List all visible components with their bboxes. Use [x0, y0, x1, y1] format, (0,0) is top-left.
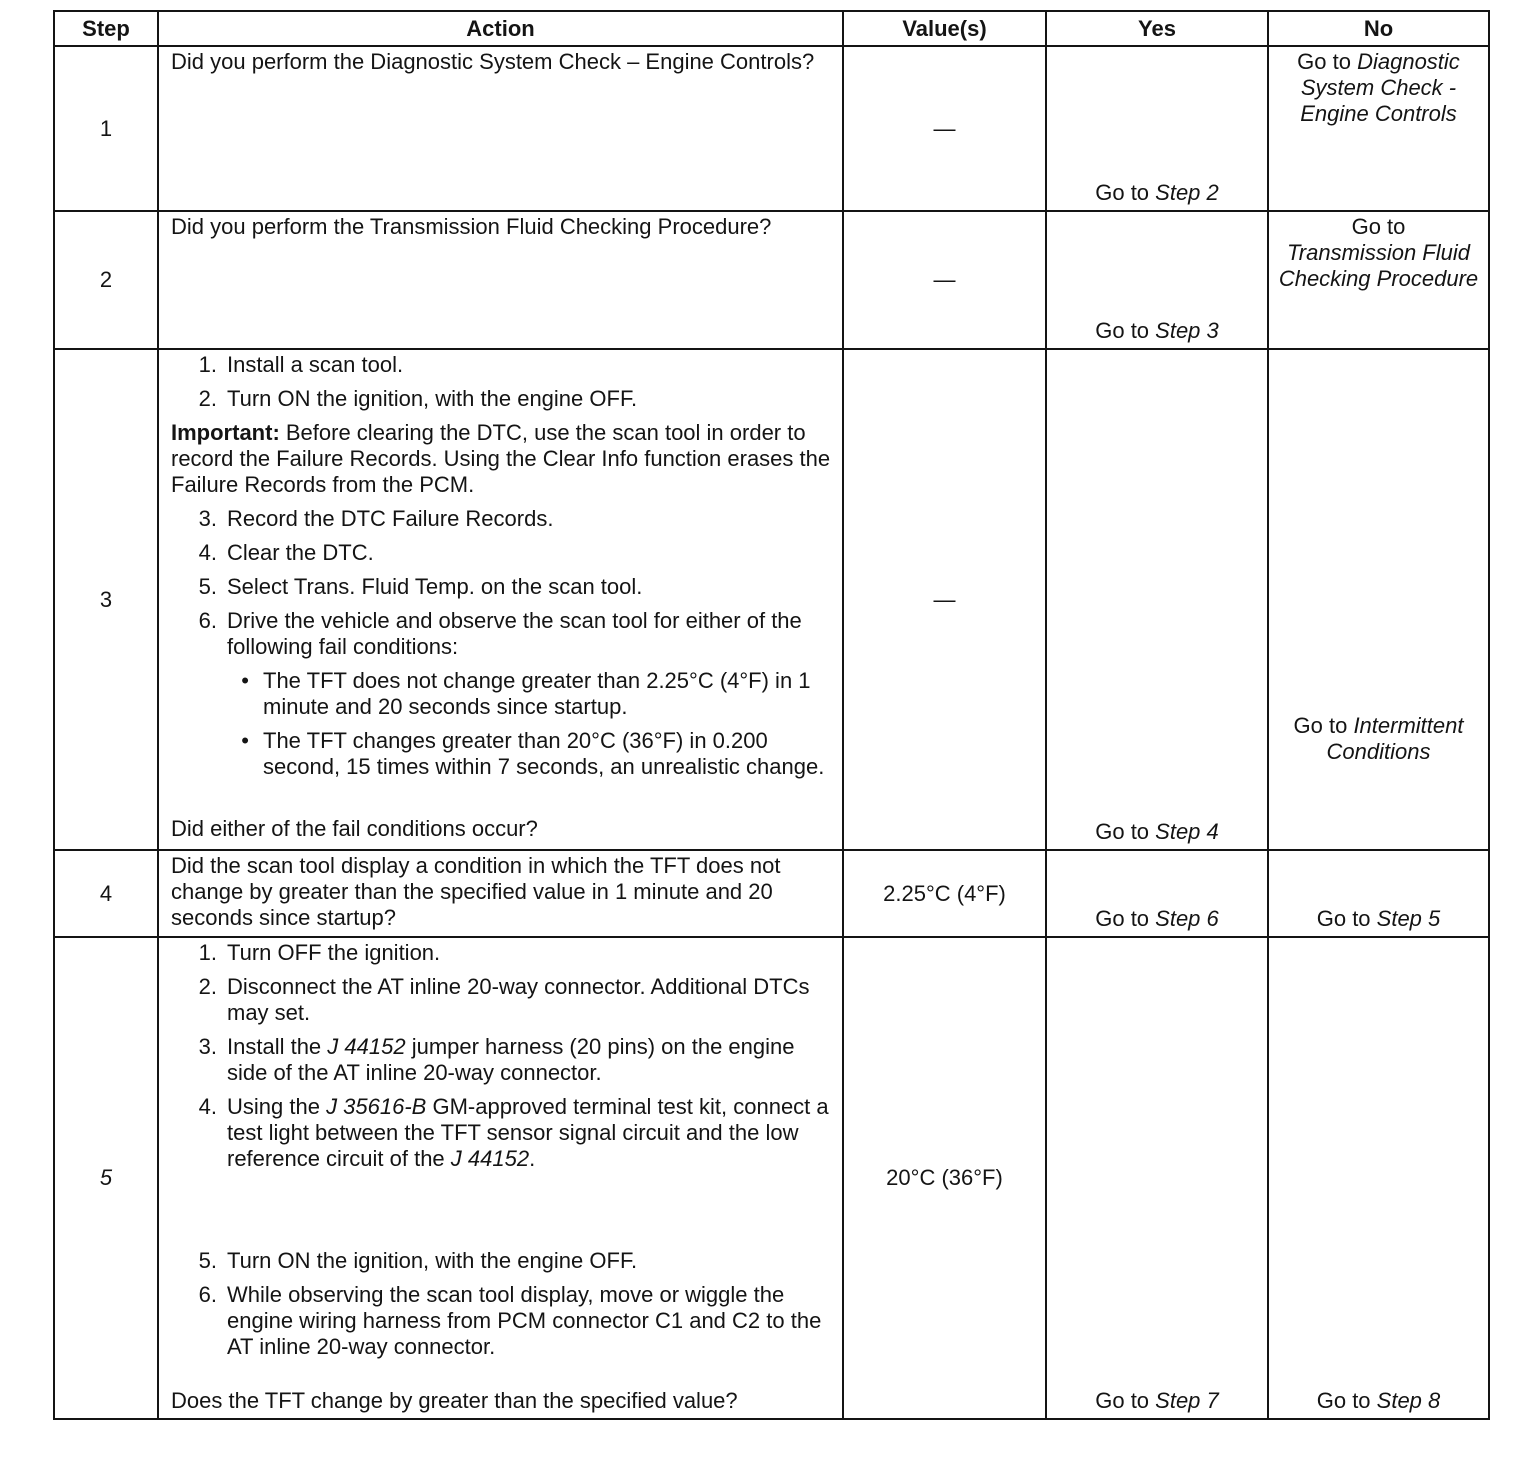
action-text: Did the scan tool display a condition in which the TFT does not change by greater than the specified value in 1 minute and 20 seconds since startup?: [171, 853, 781, 930]
value-cell: 20°C (36°F): [843, 937, 1046, 1419]
no-link[interactable]: Step 8: [1376, 1388, 1441, 1413]
bullet-dot: •: [241, 728, 249, 753]
important-text: Before clearing the DTC, use the scan tool in order to record the Failure Records. Using the Clear Info function erases the Failure Records from the PCM.: [171, 420, 831, 497]
list-text: Disconnect the AT inline 20-way connector. Additional DTCs may set.: [227, 974, 810, 1025]
list-item: [171, 1094, 834, 1172]
list-item: [171, 1034, 834, 1086]
yes-cell: [1046, 211, 1268, 349]
action-text: Did you perform the Transmission Fluid Checking Procedure?: [171, 214, 772, 239]
text-part: Using the: [227, 1094, 327, 1119]
yes-link[interactable]: Step 7: [1155, 1388, 1219, 1413]
list-number: 2.: [198, 974, 217, 999]
procedure-list: [171, 940, 834, 1360]
no-cell: [1268, 211, 1489, 349]
table-row: [54, 349, 1489, 850]
action-cell: [158, 349, 843, 850]
tool-number: J 44152: [327, 1034, 406, 1059]
list-text: Drive the vehicle and observe the scan tool for either of the following fail conditions:: [227, 608, 802, 659]
no-link[interactable]: Diagnostic System Check - Engine Controls: [1300, 49, 1460, 126]
list-item: [171, 608, 834, 780]
action-cell: [158, 850, 843, 937]
header-values: Value(s): [843, 11, 1046, 46]
table-row: [54, 850, 1489, 937]
yes-link[interactable]: Step 4: [1155, 819, 1219, 844]
header-row: [54, 11, 1489, 46]
list-item: [171, 386, 834, 412]
list-number: 6.: [198, 608, 217, 633]
bullet-list: [171, 668, 834, 780]
list-text: [227, 1034, 834, 1086]
list-number: 1.: [198, 940, 217, 965]
spacer: [171, 1180, 834, 1240]
list-number: 3.: [198, 506, 217, 531]
yes-prefix: Go to: [1095, 318, 1156, 343]
header-action: Action: [158, 11, 843, 46]
no-cell: [1268, 850, 1489, 937]
text-part: jumper harness (20 pins) on the engine side of the AT inline 20-way connector.: [227, 1034, 795, 1085]
no-link[interactable]: Transmission Fluid Checking Procedure: [1278, 240, 1479, 291]
important-label: Important:: [171, 420, 280, 445]
yes-link[interactable]: Step 3: [1155, 318, 1219, 343]
list-item: [171, 974, 834, 1026]
list-text: [227, 1094, 834, 1172]
list-item: [171, 940, 834, 966]
no-prefix: Go to: [1316, 1388, 1377, 1413]
text-part: GM-approved terminal test kit, connect a test light between the TFT sensor signal circuit and the low reference circuit of the: [227, 1094, 829, 1171]
no-prefix: Go to: [1293, 713, 1354, 738]
yes-prefix: Go to: [1095, 906, 1156, 931]
no-cell: [1268, 937, 1489, 1419]
yes-prefix: Go to: [1095, 180, 1156, 205]
no-cell: [1268, 46, 1489, 211]
list-text: While observing the scan tool display, move or wiggle the engine wiring harness from PCM connector C1 and C2 to the AT inline 20-way connector.: [227, 1282, 822, 1359]
step-number: 2: [54, 211, 158, 349]
bullet-item: [171, 668, 834, 720]
bullet-text: The TFT changes greater than 20°C (36°F) in 0.200 second, 15 times within 7 seconds, an unrealistic change.: [263, 728, 825, 779]
yes-link[interactable]: Step 2: [1155, 180, 1219, 205]
bullet-item: [171, 728, 834, 780]
no-prefix: Go to: [1316, 906, 1377, 931]
yes-cell: [1046, 349, 1268, 850]
list-number: 5.: [198, 574, 217, 599]
list-number: 1.: [198, 352, 217, 377]
bullet-dot: •: [241, 668, 249, 693]
header-yes: Yes: [1046, 11, 1268, 46]
procedure-list: [171, 352, 834, 412]
list-text: Clear the DTC.: [227, 540, 374, 565]
procedure-list: [171, 506, 834, 780]
tool-number: J 35616-B: [326, 1094, 427, 1119]
list-text: Record the DTC Failure Records.: [227, 506, 554, 531]
list-text: Turn OFF the ignition.: [227, 940, 441, 965]
action-cell: [158, 46, 843, 211]
yes-cell: [1046, 937, 1268, 1419]
yes-prefix: Go to: [1095, 1388, 1156, 1413]
list-number: 5.: [198, 1248, 217, 1273]
list-number: 4.: [198, 1094, 217, 1119]
bullet-text: The TFT does not change greater than 2.25°C (4°F) in 1 minute and 20 seconds since startup.: [263, 668, 811, 719]
value-cell: —: [843, 46, 1046, 211]
list-item: [171, 352, 834, 378]
list-text: Turn ON the ignition, with the engine OFF.: [227, 386, 638, 411]
yes-cell: [1046, 46, 1268, 211]
list-number: 3.: [198, 1034, 217, 1059]
header-no: No: [1268, 11, 1489, 46]
text-part: .: [529, 1146, 536, 1171]
action-question: Did either of the fail conditions occur?: [171, 816, 538, 841]
important-note: [171, 420, 834, 498]
list-number: 6.: [198, 1282, 217, 1307]
tool-number: J 44152: [450, 1146, 530, 1171]
action-question: Does the TFT change by greater than the specified value?: [171, 1388, 738, 1413]
list-number: 4.: [198, 540, 217, 565]
step-number: 5: [54, 937, 158, 1419]
list-item: [171, 1248, 834, 1274]
table-row: [54, 937, 1489, 1419]
step-number: 3: [54, 349, 158, 850]
header-step: Step: [54, 11, 158, 46]
text-part: Install the: [227, 1034, 328, 1059]
list-item: [171, 506, 834, 532]
list-item: [171, 1282, 834, 1360]
value-cell: 2.25°C (4°F): [843, 850, 1046, 937]
yes-cell: [1046, 850, 1268, 937]
no-prefix: Go to: [1351, 214, 1406, 239]
diagnostic-table: [53, 10, 1490, 1420]
table-row: [54, 46, 1489, 211]
list-text: Turn ON the ignition, with the engine OFF.: [227, 1248, 638, 1273]
list-item: [171, 574, 834, 600]
step-number: 4: [54, 850, 158, 937]
action-text: Did you perform the Diagnostic System Check – Engine Controls?: [171, 49, 815, 74]
value-cell: —: [843, 349, 1046, 850]
table-row: [54, 211, 1489, 349]
list-text: Select Trans. Fluid Temp. on the scan tool.: [227, 574, 643, 599]
yes-link[interactable]: Step 6: [1155, 906, 1219, 931]
list-text: Install a scan tool.: [227, 352, 404, 377]
no-cell: [1268, 349, 1489, 850]
list-number: 2.: [198, 386, 217, 411]
list-item: [171, 540, 834, 566]
no-prefix: Go to: [1297, 49, 1358, 74]
action-cell: [158, 211, 843, 349]
no-link[interactable]: Step 5: [1376, 906, 1441, 931]
yes-prefix: Go to: [1095, 819, 1156, 844]
action-cell: [158, 937, 843, 1419]
step-number: 1: [54, 46, 158, 211]
value-cell: —: [843, 211, 1046, 349]
no-link[interactable]: Intermittent Conditions: [1326, 713, 1464, 764]
